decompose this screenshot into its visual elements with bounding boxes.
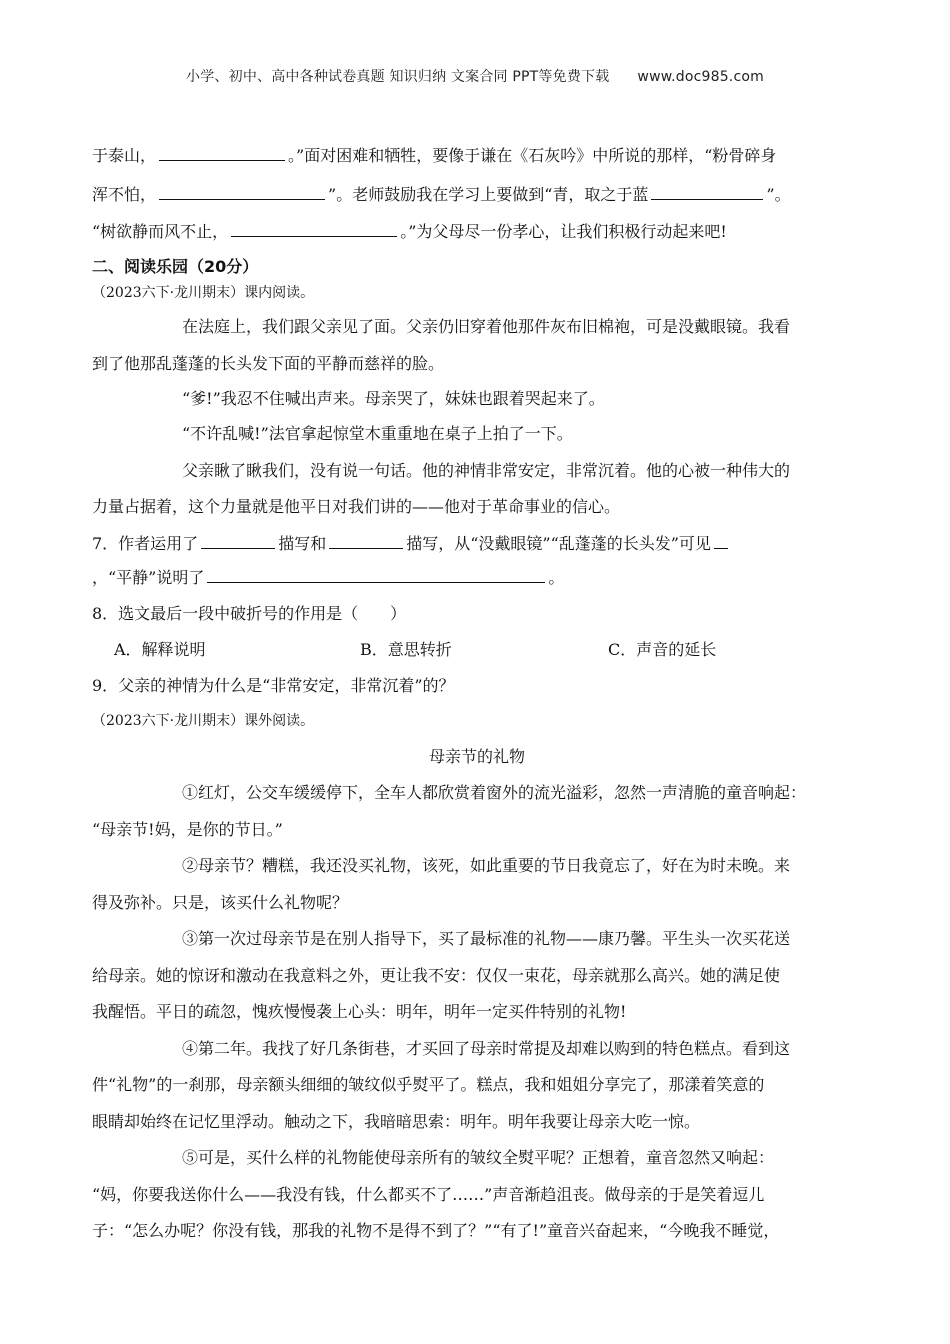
- passage-line: 父亲瞅了瞅我们，没有说一句话。他的神情非常安定，非常沉着。他的心被一种伟大的: [182, 461, 791, 480]
- text: 描写和: [278, 534, 327, 553]
- answer-blank[interactable]: [207, 568, 545, 583]
- passage-line: 力量占据着，这个力量就是他平日对我们讲的——他对于革命事业的信心。: [92, 497, 621, 516]
- fill-line-3: [92, 222, 727, 242]
- text: 。”面对困难和牺牲，要像于谦在《石灰吟》中所说的那样，“粉骨碎身: [288, 146, 777, 165]
- option-a[interactable]: A．解释说明: [114, 640, 206, 659]
- header-text: 小学、初中、高中各种试卷真题 知识归纳 文案合同 PPT等免费下载: [186, 69, 610, 85]
- passage-line: 在法庭上，我们跟父亲见了面。父亲仍旧穿着他那件灰布旧棉袍，可是没戴眼镜。我看: [182, 317, 791, 336]
- text: 。”为父母尽一份孝心，让我们积极行动起来吧!: [400, 222, 727, 241]
- passage-line: 到了他那乱蓬蓬的长头发下面的平静而慈祥的脸。: [92, 354, 445, 373]
- article-line: 眼睛却始终在记忆里浮动。触动之下，我暗暗思索：明年。明年我要让母亲大吃一惊。: [92, 1112, 701, 1131]
- page-header: [0, 66, 950, 86]
- question-7: [92, 534, 731, 554]
- text: “树欲静而风不止，: [92, 222, 229, 241]
- text: ，“平静”说明了: [92, 568, 205, 587]
- article-line: “妈，你要我送你什么——我没有钱，什么都买不了……”声音渐趋沮丧。做母亲的于是笑着逗儿: [92, 1185, 765, 1204]
- fill-line-1: [92, 146, 776, 166]
- article-line: 我醒悟。平日的疏忽，愧疚慢慢袭上心头：明年，明年一定买件特别的礼物!: [92, 1002, 627, 1021]
- text: ”。: [766, 185, 791, 204]
- article-line: ②母亲节？糟糕，我还没买礼物，该死，如此重要的节日我竟忘了，好在为时未晚。来: [182, 856, 791, 875]
- passage-line: “不许乱喊!”法官拿起惊堂木重重地在桌子上拍了一下。: [182, 424, 573, 443]
- passage-line: “爹!”我忍不住喊出声来。母亲哭了，妹妹也跟着哭起来了。: [182, 389, 605, 408]
- answer-blank[interactable]: [201, 534, 275, 549]
- article-line: 件“礼物”的一刹那，母亲额头细细的皱纹似乎熨平了。糕点，我和姐姐分享完了，那漾着笑意的: [92, 1075, 765, 1094]
- text: 描写，从“没戴眼镜”“乱蓬蓬的长头发”可见: [406, 534, 711, 553]
- article-title: 母亲节的礼物: [428, 747, 525, 766]
- source-note-1: （2023六下·龙川期末）课内阅读。: [92, 285, 315, 301]
- answer-blank[interactable]: [159, 146, 285, 161]
- question-8: 8．选文最后一段中破折号的作用是（ ）: [92, 604, 407, 623]
- article-line: 给母亲。她的惊讶和激动在我意料之外，更让我不安：仅仅一束花，母亲就那么高兴。她的满足使: [92, 966, 781, 985]
- source-note-2: （2023六下·龙川期末）课外阅读。: [92, 713, 315, 729]
- answer-blank[interactable]: [714, 534, 728, 549]
- answer-blank[interactable]: [329, 534, 403, 549]
- question-9: 9．父亲的神情为什么是“非常安定，非常沉着”的？: [92, 676, 455, 695]
- answer-blank[interactable]: [231, 222, 397, 237]
- question-7-cont: [92, 568, 564, 588]
- article-line: ④第二年。我找了好几条街巷，才买回了母亲时常提及却难以购到的特色糕点。看到这: [182, 1039, 791, 1058]
- header-url[interactable]: www.doc985.com: [637, 69, 764, 85]
- article-line: 子：“怎么办呢？你没有钱，那我的礼物不是得不到了？”“有了!”童音兴奋起来，“今晚我不睡觉，: [92, 1221, 780, 1240]
- article-line: ①红灯，公交车缓缓停下，全车人都欣赏着窗外的流光溢彩，忽然一声清脆的童音响起：: [182, 783, 807, 802]
- text: 于泰山，: [92, 146, 157, 165]
- article-line: 得及弥补。只是，该买什么礼物呢？: [92, 893, 349, 912]
- fill-line-2: [92, 185, 791, 205]
- section-heading: 二、阅读乐园（20分）: [92, 257, 259, 276]
- answer-blank[interactable]: [651, 185, 763, 200]
- answer-blank[interactable]: [159, 185, 325, 200]
- article-line: “母亲节!妈，是你的节日。”: [92, 820, 283, 839]
- text: ”。老师鼓励我在学习上要做到“青，取之于蓝: [328, 185, 649, 204]
- article-line: ③第一次过母亲节是在别人指导下，买了最标准的礼物——康乃馨。平生头一次买花送: [182, 929, 791, 948]
- text: 浑不怕，: [92, 185, 157, 204]
- option-c[interactable]: C．声音的延长: [608, 640, 717, 659]
- article-line: ⑤可是，买什么样的礼物能使母亲所有的皱纹全熨平呢？正想着，童音忽然又响起：: [182, 1148, 775, 1167]
- text: 7．作者运用了: [92, 534, 199, 553]
- text: 。: [548, 568, 565, 587]
- option-b[interactable]: B．意思转折: [360, 640, 452, 659]
